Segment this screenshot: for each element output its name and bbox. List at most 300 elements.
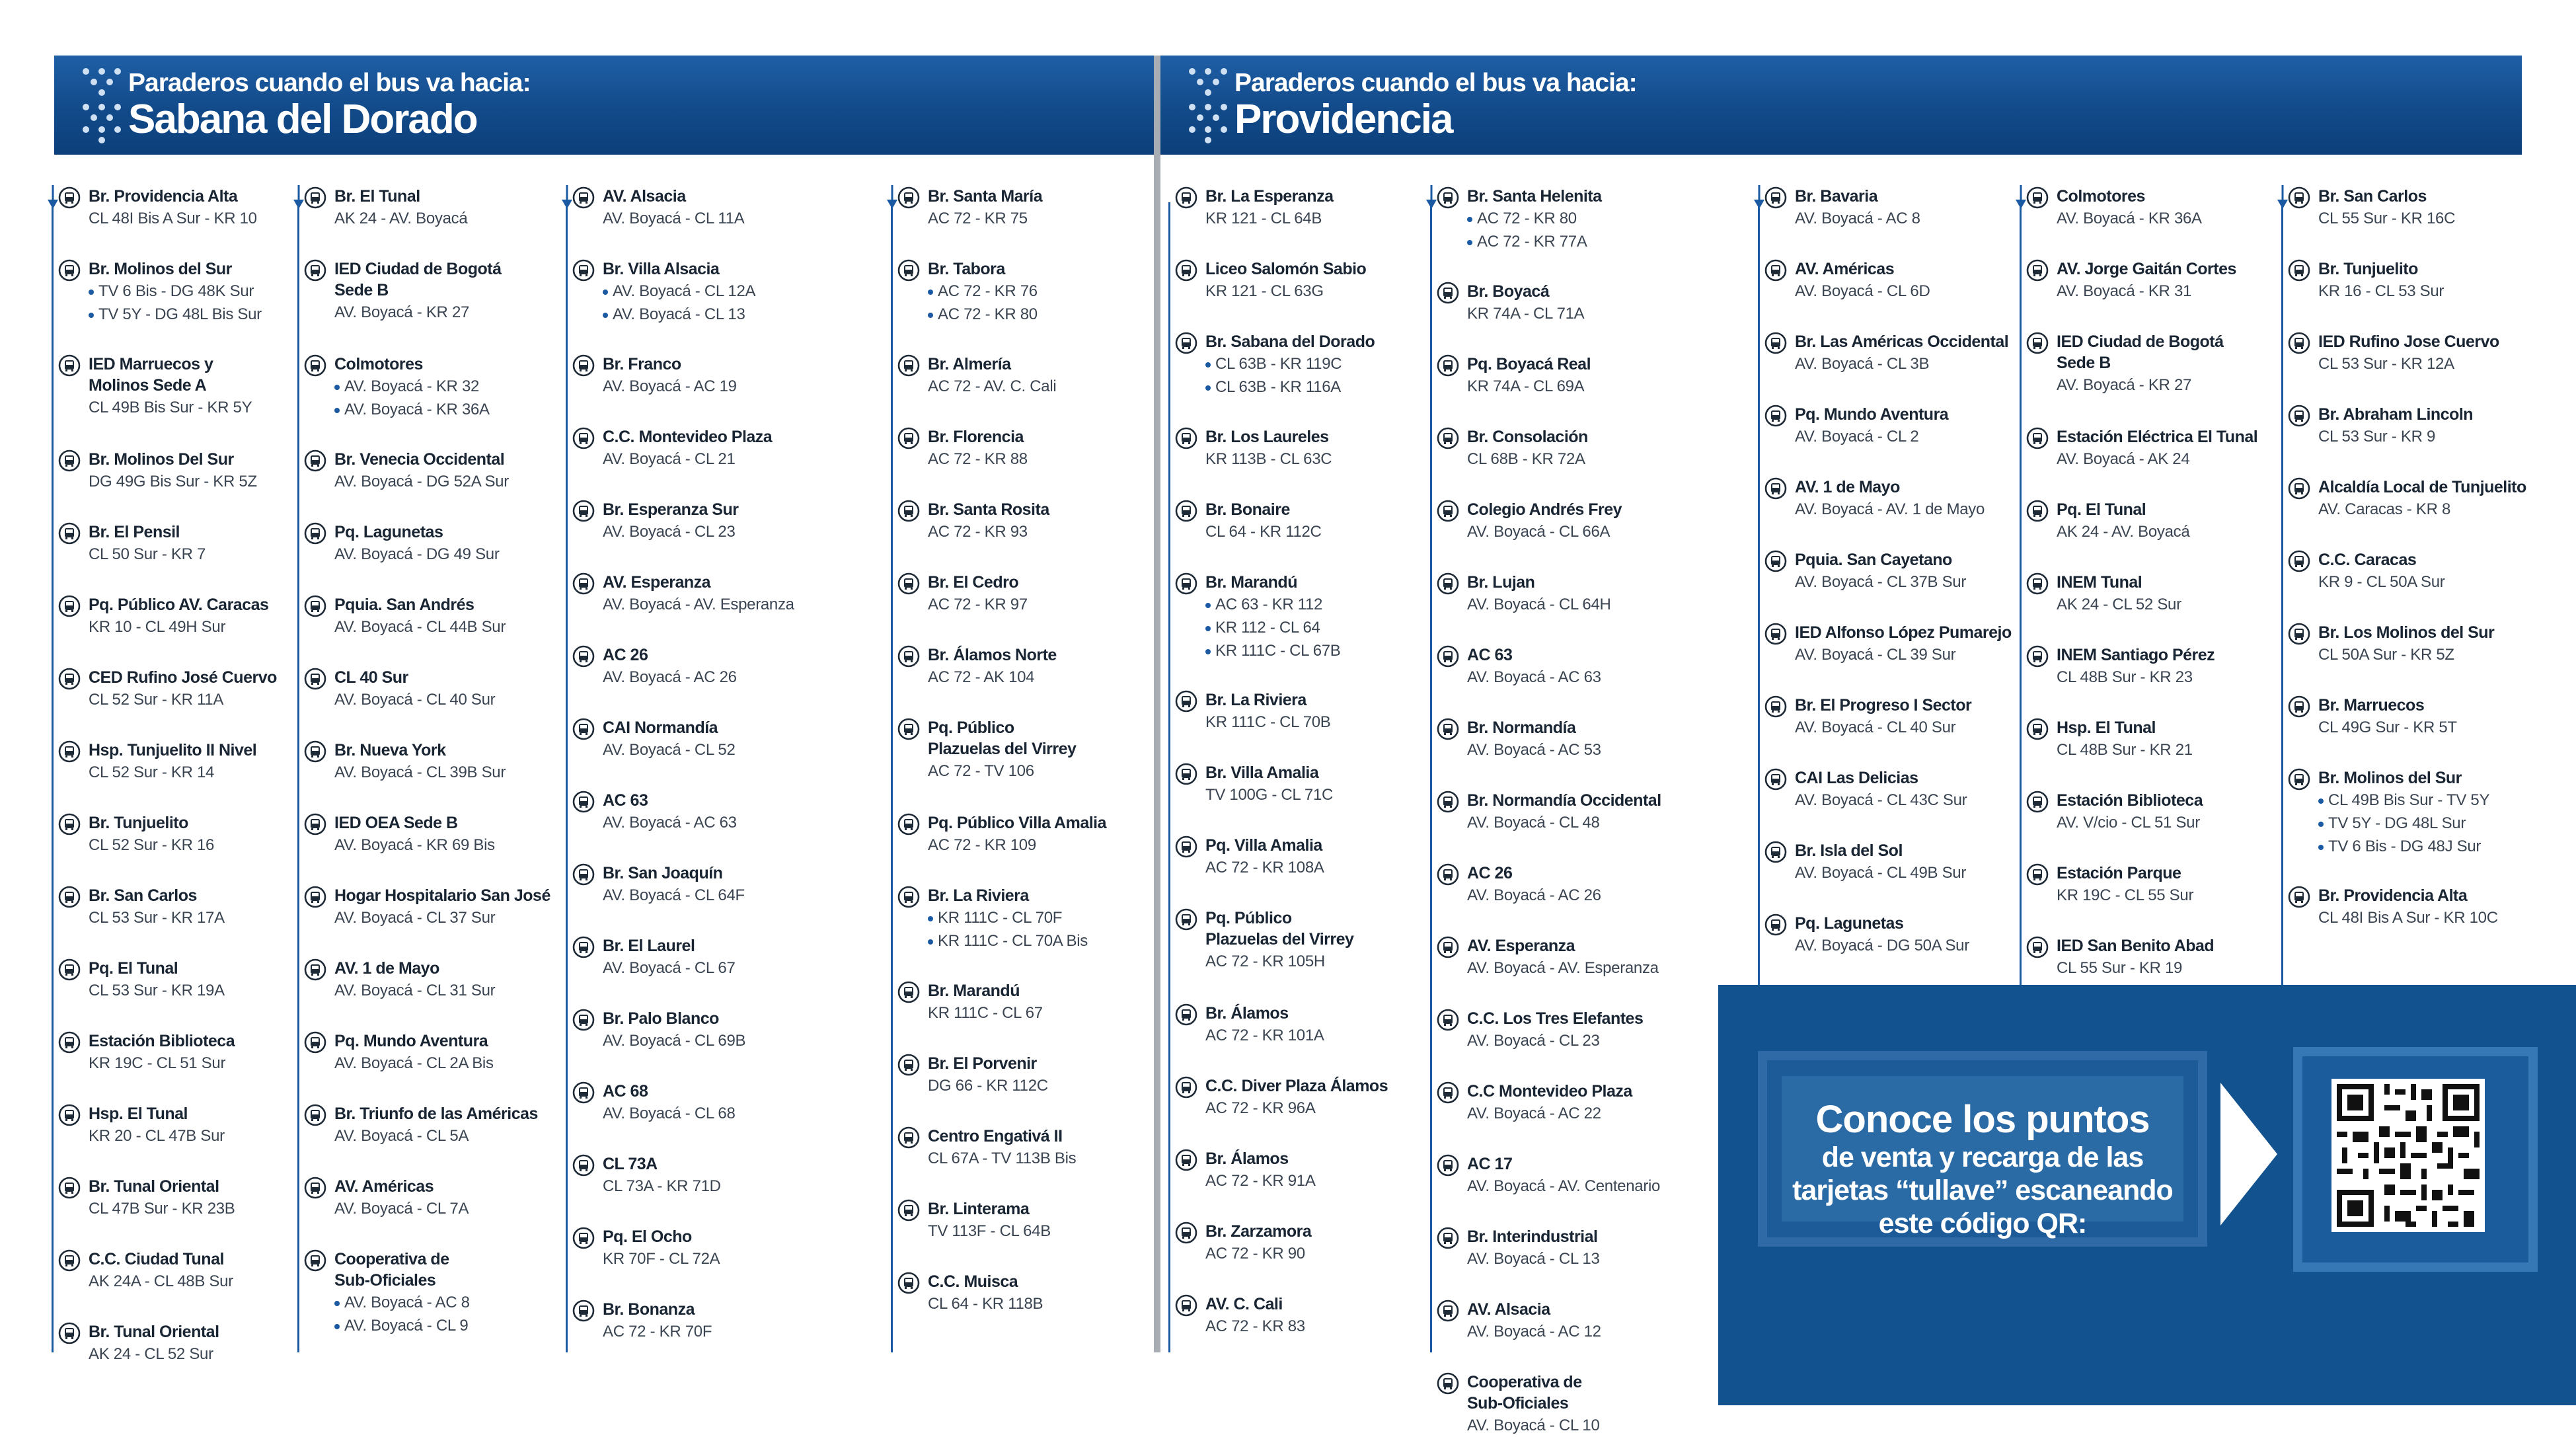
bus-stop-icon [1437,1372,1459,1395]
route-line [1168,202,1170,1352]
stop-name: Hsp. El Tunal [2057,718,2156,737]
stop-name: Br. Palo Blanco [603,1009,719,1028]
stop-name: Hogar Hospitalario San José [334,886,550,905]
stop-name: Estación Parque [2057,864,2181,882]
stop-address: AK 24 - CL 52 Sur [2057,596,2181,613]
stop-address: CL 68B - KR 72A [1467,450,1585,468]
bullet-text: KR 112 - CL 64 [1215,619,1320,637]
stop-address: AC 72 - AV. C. Cali [928,377,1057,395]
stop-name: Br. Santa Rosita [928,500,1049,519]
stop-address: AV. Boyacá - CL 2A Bis [334,1054,494,1072]
bus-stop-icon [1437,791,1459,813]
bullet-text: AC 72 - KR 77A [1477,233,1587,251]
stop-name: Br. Isla del Sol [1795,841,1903,860]
bus-stop-icon [304,449,326,472]
bus-stop-icon [897,813,920,835]
bus-stop-icon [2288,332,2310,354]
bullet-text: AV. Boyacá - CL 12A [613,282,756,300]
bullet-text: KR 111C - CL 70A Bis [938,932,1088,950]
stop-name: AC 63 [1467,646,1513,664]
stop-address-bullet [1205,639,1341,662]
stop-name: Br. Álamos [1205,1004,1289,1023]
bus-stop-icon [304,813,326,835]
bus-stop-icon [1764,477,1787,500]
bus-stop-icon [1175,1076,1197,1099]
stop-name: IED OEA Sede B [334,814,458,832]
bullet-dot-icon [334,1324,340,1329]
stop-address-bullet [928,303,1038,326]
stop-address: AK 24A - CL 48B Sur [89,1272,233,1290]
stop-address: AV. Boyacá - CL 5A [334,1127,469,1145]
stop-name: Pq. Villa Amalia [1205,836,1322,855]
stop-name: Br. Villa Amalia [1205,763,1319,782]
bus-stop-icon [304,595,326,617]
stop-address: CL 48I Bis A Sur - KR 10C [2318,909,2498,927]
direction-arrow-down-icon [2014,185,2027,210]
stop-name: Pquia. San Andrés [334,596,474,614]
bullet-dot-icon [928,290,933,295]
bus-stop-icon [1175,690,1197,713]
bus-stop-icon [2026,791,2049,813]
promo-message-box [1758,1051,2207,1247]
bus-stop-icon [1764,768,1787,791]
stop-name: Br. Florencia [928,428,1024,446]
stop-name: Br. Bonaire [1205,500,1290,519]
stop-address: AV. Boyacá - CL 40 Sur [1795,718,1956,736]
stop-name: Br. El Cedro [928,573,1019,592]
header-sabana-del-dorado [54,56,1154,155]
stop-address: AV. Boyacá - AC 26 [603,668,737,686]
stop-address: CL 48B Sur - KR 23 [2057,668,2193,686]
stop-name: Br. Almería [928,355,1011,373]
bus-stop-icon [58,958,81,981]
stop-name: AV. Jorge Gaitán Cortes [2057,260,2236,278]
stop-name: Br. Molinos Del Sur [89,450,234,469]
stop-name: Br. El Tunal [334,187,420,206]
stop-name: Br. Tunal Oriental [89,1323,219,1341]
bus-stop-icon [1175,500,1197,522]
stop-address-bullet [89,303,262,326]
bullet-text: AC 72 - KR 80 [1477,210,1577,227]
stop-name: Br. Abraham Lincoln [2318,405,2474,424]
bus-stop-icon [58,740,81,763]
bus-stop-icon [58,1249,81,1272]
stop-address: AV. Boyacá - CL 48 [1467,814,1600,832]
stop-address-bullet [928,929,1088,952]
promo-line: tarjetas “tullave” escaneando [1792,1175,2173,1206]
bus-stop-icon [572,1154,595,1177]
stop-name: Br. Providencia Alta [89,187,238,206]
stop-name: AV. Américas [1795,260,1895,278]
route-line [52,202,54,1352]
stop-name: CAI Normandía [603,718,718,737]
bus-stop-icon [1437,1300,1459,1322]
stop-name: Br. Sabana del Dorado [1205,332,1375,351]
bus-stop-icon [572,259,595,282]
bus-stop-icon [572,936,595,958]
stop-name: Cooperativa de Sub-Oficiales [334,1250,449,1290]
stop-address: AC 72 - KR 83 [1205,1317,1305,1335]
bus-stop-icon [58,259,81,282]
bullet-dot-icon [89,313,94,318]
stop-address: AV. Boyacá - AC 63 [603,814,737,832]
bus-stop-icon [1437,282,1459,304]
bus-stop-icon [897,1272,920,1294]
stop-address: AV. Boyacá - KR 36A [2057,210,2202,227]
bullet-dot-icon [603,290,608,295]
bus-stop-icon [2026,332,2049,354]
stop-name: Br. Santa Helenita [1467,187,1602,206]
bullet-text: AC 72 - KR 80 [938,305,1038,323]
stop-name: Br. El Porvenir [928,1054,1037,1073]
stop-name: Colmotores [2057,187,2145,206]
stop-address: KR 9 - CL 50A Sur [2318,573,2445,591]
bus-stop-icon [58,668,81,690]
bullet-dot-icon [1205,649,1211,654]
stop-address: AV. Boyacá - AC 19 [603,377,737,395]
stop-address: AK 24 - CL 52 Sur [89,1345,213,1363]
stop-name: AV. Alsacia [603,187,686,206]
stop-address: AV. Boyacá - CL 43C Sur [1795,791,1967,809]
stop-name: Br. La Esperanza [1205,187,1334,206]
stop-address: KR 121 - CL 64B [1205,210,1322,227]
stop-address: CL 49G Sur - KR 5T [2318,718,2457,736]
bullet-dot-icon [1205,603,1211,608]
stop-address: AC 72 - KR 96A [1205,1099,1316,1117]
stop-name: Br. Esperanza Sur [603,500,739,519]
bus-stop-icon [304,886,326,908]
stop-name: C.C. Muisca [928,1272,1018,1291]
bus-stop-icon [1437,186,1459,209]
stop-address: AV. Boyacá - CL 2 [1795,428,1919,446]
stop-name: Br. Lujan [1467,573,1535,592]
bus-stop-icon [2288,695,2310,718]
bus-stop-icon [1175,572,1197,595]
bus-stop-icon [1764,186,1787,209]
recharge-promo-panel [1718,985,2576,1405]
direction-arrow-down-icon [46,185,59,210]
stop-address: AV. Caracas - KR 8 [2318,500,2451,518]
bus-stop-icon [2288,623,2310,645]
stop-name: Pq. El Tunal [89,959,178,978]
bus-stop-icon [572,1300,595,1322]
bullet-text: KR 111C - CL 67B [1215,642,1341,660]
stop-address: AV. Boyacá - KR 27 [334,303,470,321]
bus-stop-icon [897,981,920,1003]
bus-stop-icon [1764,259,1787,282]
stop-name: Pq. Mundo Aventura [1795,405,1949,424]
bus-stop-icon [58,886,81,908]
stop-address: CL 50A Sur - KR 5Z [2318,646,2454,664]
bus-stop-icon [1175,259,1197,282]
bus-stop-icon [2288,550,2310,572]
stop-name: Cooperativa de Sub-Oficiales [1467,1373,1582,1413]
header-providencia [1160,56,2522,155]
stop-address: AV. Boyacá - AV. Centenario [1467,1177,1661,1195]
bus-stop-icon [1437,863,1459,886]
stop-address-bullet [334,1314,470,1337]
stop-name: AC 68 [603,1082,648,1101]
bus-stop-icon [897,1126,920,1149]
bus-stop-icon [1437,1081,1459,1104]
bullet-text: TV 6 Bis - DG 48J Sur [2328,837,2481,855]
direction-arrow-down-icon [1753,185,1766,210]
stop-name: Br. Venecia Occidental [334,450,505,469]
stop-address: AC 72 - KR 90 [1205,1245,1305,1262]
stop-name: Br. El Pensil [89,523,180,541]
stop-address-bullet [1467,207,1602,230]
stop-name: Br. Tunjuelito [2318,260,2418,278]
bullet-dot-icon [2318,822,2324,827]
bus-stop-icon [2026,936,2049,958]
stop-address-bullet [1205,352,1375,375]
stop-name: Pq. El Tunal [2057,500,2146,519]
stop-address: AV. Boyacá - AV. Esperanza [603,596,794,613]
stop-address: CL 53 Sur - KR 12A [2318,355,2454,373]
stop-address: AC 72 - KR 108A [1205,859,1324,876]
stop-address: KR 74A - CL 71A [1467,305,1585,323]
stop-address: AV. Boyacá - DG 50A Sur [1795,937,1969,954]
bus-stop-icon [2288,768,2310,791]
bus-stop-icon [304,354,326,377]
stop-name: Br. San Carlos [89,886,197,905]
stop-address: AC 72 - KR 91A [1205,1172,1316,1190]
stop-address: AV. Boyacá - CL 11A [603,210,745,227]
bus-stop-icon [2288,477,2310,500]
stop-name: Hsp. Tunjuelito II Nivel [89,741,257,759]
stop-name: Pq. Público Plazuelas del Virrey [928,718,1077,758]
stop-address: KR 74A - CL 69A [1467,377,1585,395]
bus-stop-icon [1437,1227,1459,1249]
bus-stop-icon [1764,550,1787,572]
stop-address: AV. Boyacá - AK 24 [2057,450,2190,468]
stop-address: AV. Boyacá - DG 49 Sur [334,545,500,563]
stop-name: IED Rufino Jose Cuervo [2318,332,2499,351]
stop-address: AV. Boyacá - CL 21 [603,450,736,468]
stop-address-bullet [89,280,262,303]
stop-name: AC 26 [1467,864,1513,882]
direction-arrow-down-icon [2276,185,2289,210]
bus-stop-icon [897,354,920,377]
stop-address: CL 52 Sur - KR 16 [89,836,215,854]
stop-address: AK 24 - AV. Boyacá [334,210,468,227]
bus-stop-icon [304,1104,326,1126]
bus-stop-icon [2026,863,2049,886]
route-line [566,202,568,1352]
stop-address: AV. Boyacá - CL 49B Sur [1795,864,1967,882]
stop-address: AC 72 - KR 75 [928,210,1028,227]
stop-address: AC 72 - KR 101A [1205,1027,1324,1044]
stop-address: DG 66 - KR 112C [928,1077,1048,1095]
stop-name: Br. Bonanza [603,1300,695,1319]
stop-name: Br. Boyacá [1467,282,1550,301]
route-line [297,202,299,1352]
stop-address: AV. Boyacá - CL 7A [334,1200,469,1218]
direction-arrow-down-icon [560,185,574,210]
stop-address: KR 16 - CL 53 Sur [2318,282,2444,300]
stop-name: AV. Américas [334,1177,434,1196]
bullet-text: AV. Boyacá - KR 36A [344,401,490,418]
bus-stop-icon [1437,1154,1459,1177]
stop-address: AV. Boyacá - AC 12 [1467,1323,1601,1340]
stop-name: Br. La Riviera [928,886,1029,905]
bus-stop-icon [1175,1149,1197,1171]
stop-address: KR 19C - CL 55 Sur [2057,886,2194,904]
stop-address: AV. Boyacá - CL 10 [1467,1417,1600,1434]
stop-name: AV. 1 de Mayo [334,959,439,978]
stop-name: Br. El Laurel [603,937,695,955]
stop-address: AV. Boyacá - CL 68 [603,1105,736,1122]
stop-address: AV. Boyacá - AV. Esperanza [1467,959,1659,977]
stop-name: Br. Los Molinos del Sur [2318,623,2495,642]
bus-stop-icon [897,186,920,209]
stop-address: CL 67A - TV 113B Bis [928,1149,1077,1167]
bus-stop-icon [1764,332,1787,354]
bus-stop-icon [304,1177,326,1199]
qr-code-icon[interactable] [2331,1079,2485,1232]
bus-stop-icon [2026,427,2049,449]
stop-name: Colegio Andrés Frey [1467,500,1622,519]
stop-address: AV. Boyacá - KR 27 [2057,376,2192,394]
bus-stop-icon [2288,886,2310,908]
stop-name: Br. Los Laureles [1205,428,1329,446]
stop-name: Liceo Salomón Sabio [1205,260,1367,278]
bus-stop-icon [572,718,595,740]
bullet-dot-icon [1467,217,1472,222]
header-destination-title: Sabana del Dorado [128,97,477,142]
bus-stop-icon [304,522,326,545]
stop-name: Centro Engativá II [928,1127,1063,1146]
stop-address: AV. Boyacá - CL 52 [603,741,736,759]
stop-address: CL 52 Sur - KR 11A [89,691,224,709]
stop-name: Br. El Progreso I Sector [1795,696,1972,715]
bus-stop-icon [1437,718,1459,740]
bus-stop-icon [572,500,595,522]
stop-name: CAI Las Delicias [1795,769,1918,787]
stop-name: INEM Santiago Pérez [2057,646,2215,664]
direction-arrow-down-icon [886,185,899,210]
stop-address-bullet [334,398,490,421]
stop-name: Br. Tabora [928,260,1005,278]
bus-stop-icon [1437,645,1459,668]
bus-stop-icon [58,354,81,377]
stop-name: Br. Las Américas Occidental [1795,332,2009,351]
bus-stop-icon [58,1322,81,1344]
bullet-dot-icon [603,313,608,318]
bus-stop-icon [897,259,920,282]
stop-address: AV. Boyacá - CL 64H [1467,596,1611,613]
stop-name: IED Ciudad de Bogotá Sede B [334,260,502,299]
stop-address: AV. Boyacá - KR 69 Bis [334,836,495,854]
stop-address-bullet [1205,593,1341,616]
bus-stop-icon [1437,354,1459,377]
stop-name: Alcaldía Local de Tunjuelito [2318,478,2526,496]
stop-name: CL 40 Sur [334,668,408,687]
bus-stop-icon [897,886,920,908]
stop-address: AC 72 - KR 88 [928,450,1028,468]
bus-stop-icon [2026,500,2049,522]
stop-name: Colmotores [334,355,423,373]
bus-stop-icon [572,572,595,595]
stop-name: IED Ciudad de Bogotá Sede B [2057,332,2224,372]
stop-name: Br. Nueva York [334,741,446,759]
stop-name: Br. Villa Alsacia [603,260,720,278]
stop-address: DG 49G Bis Sur - KR 5Z [89,473,257,490]
stop-name: Pq. Público Plazuelas del Virrey [1205,909,1354,949]
bus-stop-icon [58,449,81,472]
bus-stop-icon [572,1009,595,1031]
bus-stop-icon [1764,405,1787,427]
bus-stop-icon [2288,405,2310,427]
bus-stop-icon [1175,186,1197,209]
route-line [1430,202,1432,1352]
bus-stop-icon [897,572,920,595]
bus-stop-icon [2026,186,2049,209]
stop-name: C.C. Ciudad Tunal [89,1250,224,1268]
bus-stop-icon [572,863,595,886]
bus-stop-icon [2026,259,2049,282]
bus-stop-icon [304,958,326,981]
bus-stop-icon [572,1227,595,1249]
stop-name: Pq. Público Villa Amalia [928,814,1107,832]
bullet-dot-icon [1205,385,1211,391]
bullet-text: AV. Boyacá - CL 13 [613,305,745,323]
bullet-dot-icon [334,1301,340,1306]
bullet-text: AV. Boyacá - AC 8 [344,1294,470,1311]
stop-name: AV. Esperanza [603,573,711,592]
stop-name: Br. Marandú [1205,573,1297,592]
chevron-right-icon [2220,1083,2277,1225]
stop-address: AC 72 - KR 97 [928,596,1028,613]
stop-name: Br. Zarzamora [1205,1222,1312,1241]
stop-address-bullet [928,280,1038,303]
stop-name: CL 73A [603,1155,658,1173]
stop-name: Br. Franco [603,355,681,373]
stop-name: Br. Providencia Alta [2318,886,2468,905]
direction-arrow-down-icon [1425,185,1438,210]
stop-address: CL 47B Sur - KR 23B [89,1200,235,1218]
stop-address: AV. Boyacá - AC 22 [1467,1105,1601,1122]
stop-name: Pq. El Ocho [603,1227,692,1246]
stop-name: Estación Eléctrica El Tunal [2057,428,2258,446]
bus-network-logo-icon [81,66,123,144]
bus-stop-icon [58,595,81,617]
bus-stop-icon [1437,572,1459,595]
stop-address: AV. Boyacá - AC 53 [1467,741,1601,759]
stop-name: Br. La Riviera [1205,691,1307,709]
stop-address: AV. Boyacá - CL 6D [1795,282,1930,300]
bus-stop-icon [1764,913,1787,936]
bus-stop-icon [2288,259,2310,282]
bus-stop-icon [897,718,920,740]
bus-stop-icon [572,427,595,449]
stop-name: C.C. Caracas [2318,551,2417,569]
bus-stop-icon [1175,1222,1197,1244]
stop-name: INEM Tunal [2057,573,2142,592]
bus-stop-icon [304,1249,326,1272]
stop-address: CL 48B Sur - KR 21 [2057,741,2193,759]
bus-stop-icon [897,1054,920,1076]
stop-address-bullet [1205,616,1341,639]
stop-address-bullet [928,906,1088,929]
bus-stop-icon [897,1199,920,1222]
stop-name: Br. San Joaquín [603,864,723,882]
bullet-dot-icon [928,916,933,921]
stop-address: AV. Boyacá - CL 13 [1467,1250,1600,1268]
stop-name: C.C. Los Tres Elefantes [1467,1009,1644,1028]
bus-stop-icon [58,1177,81,1199]
bullet-dot-icon [2318,798,2324,804]
